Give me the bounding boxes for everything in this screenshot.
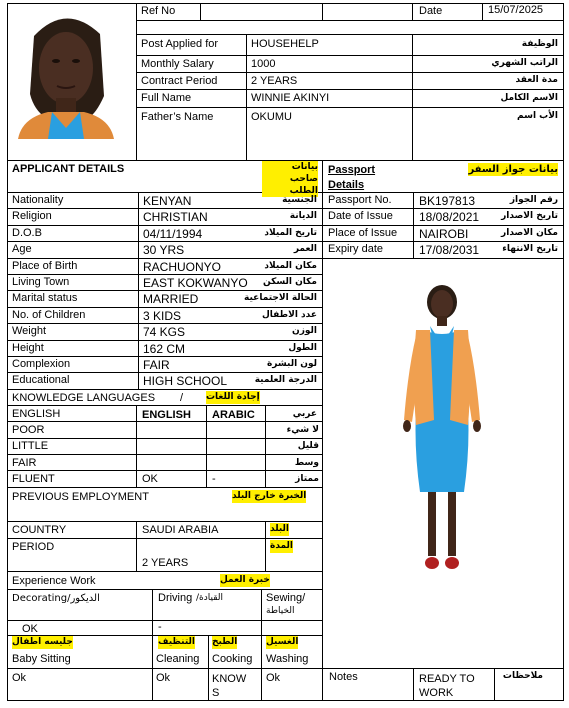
applicant-row-label: Height — [12, 342, 44, 354]
experience-title-ar: خبرة العمل — [220, 575, 270, 585]
driving-label-ar: القيادة/ — [196, 593, 224, 603]
full-name-label: Full Name — [141, 92, 192, 104]
lang-row-label-ar: لا شيء — [286, 425, 319, 435]
cleaning-label-ar: التنظيف — [158, 637, 195, 647]
applicant-row-value: MARRIED — [143, 292, 199, 306]
lang-row-english: OK — [142, 473, 158, 485]
applicant-row-value: CHRISTIAN — [143, 210, 208, 224]
applicant-row-label-ar: العمر — [293, 244, 317, 254]
father-name-label: Father’s Name — [141, 111, 214, 123]
salary-value: 1000 — [251, 58, 276, 70]
passport-row-label-ar: رقم الجواز — [509, 195, 558, 205]
applicant-row-value: 3 KIDS — [143, 309, 182, 323]
country-label-ar: البلد — [270, 524, 290, 534]
passport-details-title: Passport Details — [328, 164, 376, 191]
applicant-row-value: 74 KGS — [143, 325, 186, 339]
applicant-row-label-ar: الوزن — [292, 326, 317, 336]
passport-row-value: 18/08/2021 — [419, 210, 480, 224]
applicant-row-value: 162 CM — [143, 342, 186, 356]
passport-row-value: NAIROBI — [419, 227, 469, 241]
passport-row-value: 17/08/2031 — [419, 243, 480, 257]
applicant-details-title-ar: بيانات صاحب الطلب — [262, 161, 318, 197]
applicant-row-label: Living Town — [12, 276, 70, 288]
period-value: 2 YEARS — [142, 557, 189, 569]
applicant-row-label-ar: لون البشرة — [266, 359, 317, 369]
full-name-value: WINNIE AKINYI — [251, 92, 330, 104]
notes-label: Notes — [329, 671, 358, 683]
passport-row-label-ar: تاريخ الاصدار — [501, 211, 558, 221]
cleaning-label: Cleaning — [156, 653, 200, 665]
date-value: 15/07/2025 — [488, 4, 544, 16]
driving-value: - — [158, 621, 162, 633]
lang-row-label: FLUENT — [12, 473, 55, 485]
salary-label-ar: الراتب الشهري — [491, 58, 558, 68]
post-label: Post Applied for — [141, 38, 219, 50]
applicant-row-value: EAST KOKWANYO — [143, 276, 248, 290]
lang-col-english: ENGLISH — [142, 409, 191, 421]
post-label-ar: الوظيفة — [521, 39, 558, 49]
applicant-row-label: Marital status — [12, 292, 78, 304]
cooking-label: Cooking — [212, 653, 253, 665]
lang-row-arabic: - — [212, 473, 216, 485]
languages-title-slash: / — [180, 392, 184, 404]
applicant-row-label: Weight — [12, 325, 47, 337]
notes-value: READY TO WORK — [419, 673, 475, 699]
applicant-row-label: No. of Children — [12, 309, 86, 321]
country-value: SAUDI ARABIA — [142, 524, 219, 536]
cleaning-value: Ok — [156, 672, 171, 684]
applicant-row-label-ar: تاريخ الميلاد — [264, 228, 317, 238]
washing-label-ar: الغسيل — [266, 637, 299, 647]
applicant-row-label: Age — [12, 243, 32, 255]
lang-row-label-ar: قليل — [297, 441, 319, 451]
lang-row-label-ar: ممتاز — [295, 474, 319, 484]
passport-row-label: Expiry date — [328, 243, 384, 255]
applicant-row-value: KENYAN — [143, 194, 192, 208]
date-label: Date — [419, 5, 443, 17]
passport-details-title-ar: بيانات جواز السفر — [468, 164, 558, 175]
washing-label: Washing — [266, 653, 309, 665]
applicant-full-body-photo — [390, 280, 490, 580]
languages-title: KNOWLEDGE LANGUAGES — [12, 392, 156, 404]
applicant-row-value: FAIR — [143, 358, 170, 372]
passport-row-label: Passport No. — [328, 194, 392, 206]
languages-title-ar: إجادة اللغات — [206, 392, 260, 402]
applicant-details-title: APPLICANT DETAILS — [12, 163, 125, 175]
full-name-label-ar: الاسم الكامل — [500, 93, 558, 103]
post-value: HOUSEHELP — [251, 38, 319, 50]
father-name-value: OKUMU — [251, 111, 292, 123]
applicant-row-value: 30 YRS — [143, 243, 185, 257]
cooking-value: KNOW S — [212, 673, 247, 699]
contract-label-ar: مدة العقد — [515, 75, 558, 85]
applicant-row-label-ar: عدد الاطفال — [261, 310, 317, 320]
contract-label: Contract Period — [141, 75, 218, 87]
applicant-row-label-ar: الحالة الاجتماعية — [244, 293, 317, 303]
lang-row-label: POOR — [12, 424, 45, 436]
applicant-row-label: Nationality — [12, 194, 64, 206]
lang-col-arabic: ARABIC — [212, 409, 255, 421]
passport-row-label-ar: تاريخ الانتهاء — [502, 244, 558, 254]
applicant-row-label-ar: الجنسية — [282, 195, 317, 205]
babysitting-value: Ok — [12, 672, 27, 684]
notes-label-ar: ملاحظات — [502, 671, 543, 681]
decorating-value: OK — [22, 623, 38, 635]
employment-title: PREVIOUS EMPLOYMENT — [12, 491, 149, 503]
sewing-label-ar: الخياطة — [266, 606, 295, 616]
lang-col-ar: عربي — [292, 409, 317, 419]
babysitting-label-ar: جليسه اطفال — [12, 637, 73, 647]
sewing-label: Sewing/ — [266, 592, 306, 604]
applicant-row-label: D.O.B — [12, 227, 42, 239]
passport-row-label-ar: مكان الاصدار — [501, 228, 558, 238]
passport-row-label: Date of Issue — [328, 210, 393, 222]
employment-title-ar: الخبرة خارج البلد — [232, 491, 307, 501]
washing-value: Ok — [266, 672, 281, 684]
applicant-row-label-ar: مكان الميلاد — [264, 261, 317, 271]
period-label: PERIOD — [12, 541, 55, 553]
cooking-label-ar: الطبخ — [212, 637, 238, 647]
period-label-ar: المدة — [270, 541, 294, 551]
lang-row-label: FAIR — [12, 457, 37, 469]
passport-row-value: BK197813 — [419, 194, 476, 208]
babysitting-label: Baby Sitting — [12, 653, 71, 665]
applicant-row-label: Religion — [12, 210, 52, 222]
contract-value: 2 YEARS — [251, 75, 298, 87]
applicant-row-value: 04/11/1994 — [143, 227, 203, 241]
lang-row-label: LITTLE — [12, 440, 49, 452]
applicant-row-label: Educational — [12, 374, 70, 386]
experience-title: Experience Work — [12, 575, 96, 587]
applicant-row-value: HIGH SCHOOL — [143, 374, 228, 388]
applicant-row-label-ar: الطول — [288, 343, 317, 353]
ref-no-label: Ref No — [141, 5, 176, 17]
driving-label: Driving — [158, 592, 193, 604]
applicant-row-label: Complexion — [12, 358, 71, 370]
applicant-row-label-ar: الدرجة العلمية — [254, 375, 317, 385]
applicant-headshot — [12, 6, 120, 139]
applicant-row-value: RACHUONYO — [143, 260, 222, 274]
applicant-row-label-ar: الديانة — [289, 211, 317, 221]
passport-row-label: Place of Issue — [328, 227, 398, 239]
applicant-row-label: Place of Birth — [12, 260, 78, 272]
applicant-row-label-ar: مكان السكن — [263, 277, 317, 287]
country-label: COUNTRY — [12, 524, 67, 536]
decorating-label: Decorating/الديكور — [12, 593, 100, 604]
lang-col-label: ENGLISH — [12, 408, 61, 420]
salary-label: Monthly Salary — [141, 58, 214, 70]
lang-row-label-ar: وسط — [294, 458, 319, 468]
father-name-label-ar: الأب اسم — [517, 111, 558, 121]
